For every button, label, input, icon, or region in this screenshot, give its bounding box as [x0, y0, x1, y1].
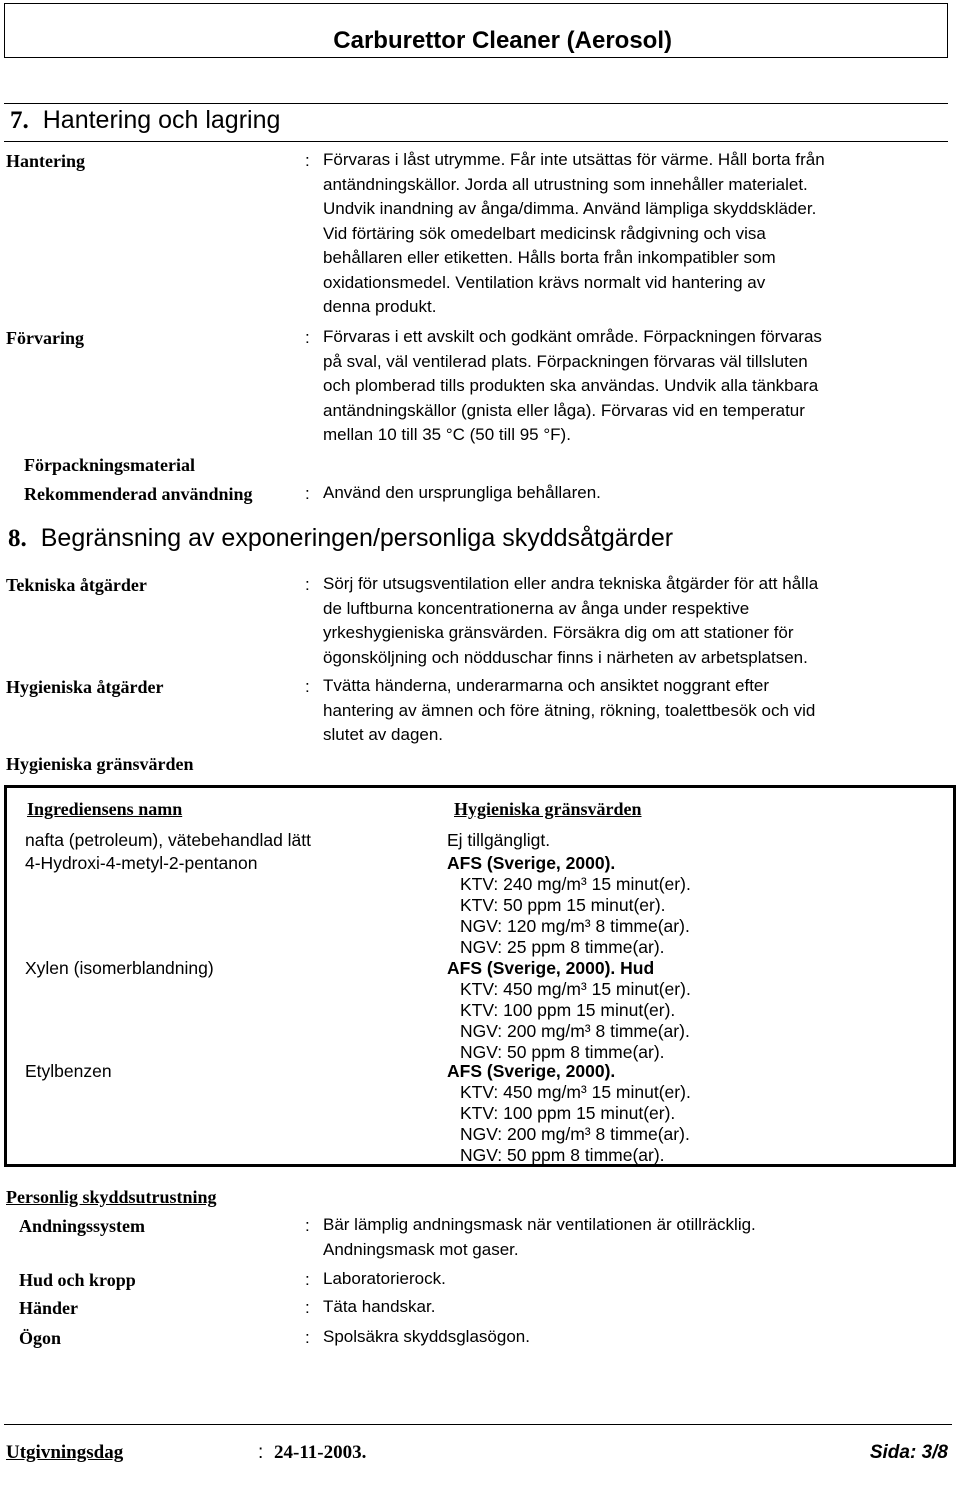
issue-date-label: Utgivningsdag: [6, 1442, 124, 1463]
eyes-label: Ögon: [19, 1328, 62, 1348]
text-line: på sval, väl ventilerad plats. Förpackningen förvaras väl tillsluten: [323, 351, 808, 371]
colon: :: [305, 1298, 310, 1317]
section-8-number: 8.: [8, 525, 27, 552]
exposure-limit: [447, 1061, 691, 1166]
limit-authority: AFS (Sverige, 2000).: [447, 1061, 616, 1081]
text-line: Förvaras i låst utrymme. Får inte utsättas för värme. Håll borta från: [323, 150, 825, 169]
hygiene-text: [323, 674, 923, 748]
respiratory-label: Andningssystem: [19, 1216, 146, 1236]
section-8-heading: [8, 524, 673, 553]
technical-text: [323, 572, 923, 670]
limit-line: NGV: 25 ppm 8 timme(ar).: [460, 937, 665, 957]
limit-authority: AFS (Sverige, 2000). Hud: [447, 958, 655, 978]
text-line: denna produkt.: [323, 297, 437, 316]
limit-line: KTV: 100 ppm 15 minut(er).: [460, 1000, 676, 1020]
text-line: Andningsmask mot gaser.: [323, 1239, 519, 1259]
handling-label: Hantering: [6, 151, 85, 171]
text-line: ögonsköljning och nödduschar finns i närheten av arbetsplatsen.: [323, 647, 808, 667]
colon: :: [305, 484, 310, 503]
document-title: Carburettor Cleaner (Aerosol): [333, 27, 672, 54]
text-line: Tvätta händerna, underarmarna och ansiktet noggrant efter: [323, 676, 770, 695]
body-value: Laboratorierock.: [323, 1269, 446, 1288]
exposure-limits-table: [4, 785, 956, 1167]
recommended-label: Rekommenderad användning: [24, 484, 253, 504]
text-line: de luftburna koncentrationerna av ånga under respektive: [323, 598, 750, 618]
text-line: och plomberad tills produkten ska användas. Undvik alla tänkbara: [323, 376, 819, 395]
limit-authority: AFS (Sverige, 2000).: [447, 853, 616, 873]
colon: :: [305, 1270, 310, 1289]
text-line: behållaren eller etiketten. Hålls borta från inkompatibler som: [323, 248, 776, 267]
limit-line: NGV: 200 mg/m³ 8 timme(ar).: [460, 1124, 690, 1144]
packaging-label: Förpackningsmaterial: [24, 455, 195, 475]
text-line: Bär lämplig andningsmask när ventilationen är otillräcklig.: [323, 1215, 756, 1234]
limits-label: Hygieniska gränsvärden: [6, 754, 194, 774]
hands-label: Händer: [19, 1298, 79, 1318]
section-7-title: Hantering och lagring: [42, 106, 281, 134]
limit-line: NGV: 120 mg/m³ 8 timme(ar).: [460, 916, 690, 936]
ingredient-name: Etylbenzen: [25, 1061, 112, 1081]
text-line: Undvik inandning av ånga/dimma. Använd lämpliga skyddskläder.: [323, 199, 817, 218]
issue-date-value: 24-11-2003.: [274, 1442, 367, 1463]
exposure-limit: [447, 958, 691, 1063]
limit-line: KTV: 450 mg/m³ 15 minut(er).: [460, 979, 691, 999]
section-8-title: Begränsning av exponeringen/personliga skyddsåtgärder: [40, 524, 674, 552]
limit-line: KTV: 100 ppm 15 minut(er).: [460, 1103, 676, 1123]
section-7-heading: [4, 103, 948, 142]
text-line: Förvaras i ett avskilt och godkänt område. Förpackningen förvaras: [323, 327, 822, 346]
ingredient-name: Xylen (isomerblandning): [25, 958, 214, 978]
text-line: Vid förtäring sök omedelbart medicinsk rådgivning och visa: [323, 223, 766, 243]
technical-label: Tekniska åtgärder: [6, 575, 147, 595]
colon: :: [305, 1216, 310, 1235]
text-line: yrkeshygieniska gränsvärden. Försäkra dig om att stationer för: [323, 623, 794, 642]
respiratory-text: [323, 1213, 923, 1262]
limit-line: NGV: 50 ppm 8 timme(ar).: [460, 1145, 665, 1165]
text-line: slutet av dagen.: [323, 725, 444, 744]
limit-line: NGV: 50 ppm 8 timme(ar).: [460, 1042, 665, 1062]
exposure-limit: [447, 830, 550, 851]
text-line: hantering av ämnen och före ätning, rökning, toalettbesök och vid: [323, 700, 816, 720]
text-line: oxidationsmedel. Ventilation krävs normalt vid hantering av: [323, 272, 766, 292]
colon: :: [305, 677, 310, 696]
text-line: mellan 10 till 35 °C (50 till 95 °F).: [323, 425, 571, 444]
ingredient-name: nafta (petroleum), vätebehandlad lätt: [25, 830, 312, 850]
body-label: Hud och kropp: [19, 1270, 136, 1290]
eyes-value: Spolsäkra skyddsglasögon.: [323, 1327, 530, 1346]
ingredient-name: 4-Hydroxi-4-metyl-2-pentanon: [25, 853, 258, 873]
limit-line: KTV: 50 ppm 15 minut(er).: [460, 895, 666, 915]
section-7-number: 7.: [10, 107, 29, 134]
colon: :: [305, 328, 310, 347]
table-col-name-header: Ingrediensens namn: [27, 799, 183, 819]
colon: :: [258, 1442, 264, 1463]
page-number: Sida: 3/8: [869, 1442, 948, 1463]
text-line: antändningskällor (gnista eller låga). Förvaras vid en temperatur: [323, 400, 805, 420]
colon: :: [305, 151, 310, 170]
ppe-label: Personlig skyddsutrustning: [6, 1187, 217, 1207]
hygiene-label: Hygieniska åtgärder: [6, 677, 164, 697]
table-col-limits-header: Hygieniska gränsvärden: [454, 799, 642, 819]
storage-text: [323, 325, 923, 448]
storage-label: Förvaring: [6, 328, 84, 348]
limit-line: KTV: 450 mg/m³ 15 minut(er).: [460, 1082, 691, 1102]
colon: :: [305, 575, 310, 594]
footer-rule: [4, 1424, 952, 1425]
colon: :: [305, 1328, 310, 1347]
limit-value: Ej tillgängligt.: [447, 830, 551, 850]
handling-text: [323, 148, 923, 320]
hands-value: Täta handskar.: [323, 1297, 436, 1316]
limit-line: KTV: 240 mg/m³ 15 minut(er).: [460, 874, 691, 894]
limit-line: NGV: 200 mg/m³ 8 timme(ar).: [460, 1021, 690, 1041]
text-line: Sörj för utsugsventilation eller andra tekniska åtgärder för att hålla: [323, 574, 819, 593]
text-line: antändningskällor. Jorda all utrustning som innehåller materialet.: [323, 174, 808, 194]
exposure-limit: [447, 853, 691, 958]
recommended-value: Använd den ursprungliga behållaren.: [323, 483, 601, 502]
